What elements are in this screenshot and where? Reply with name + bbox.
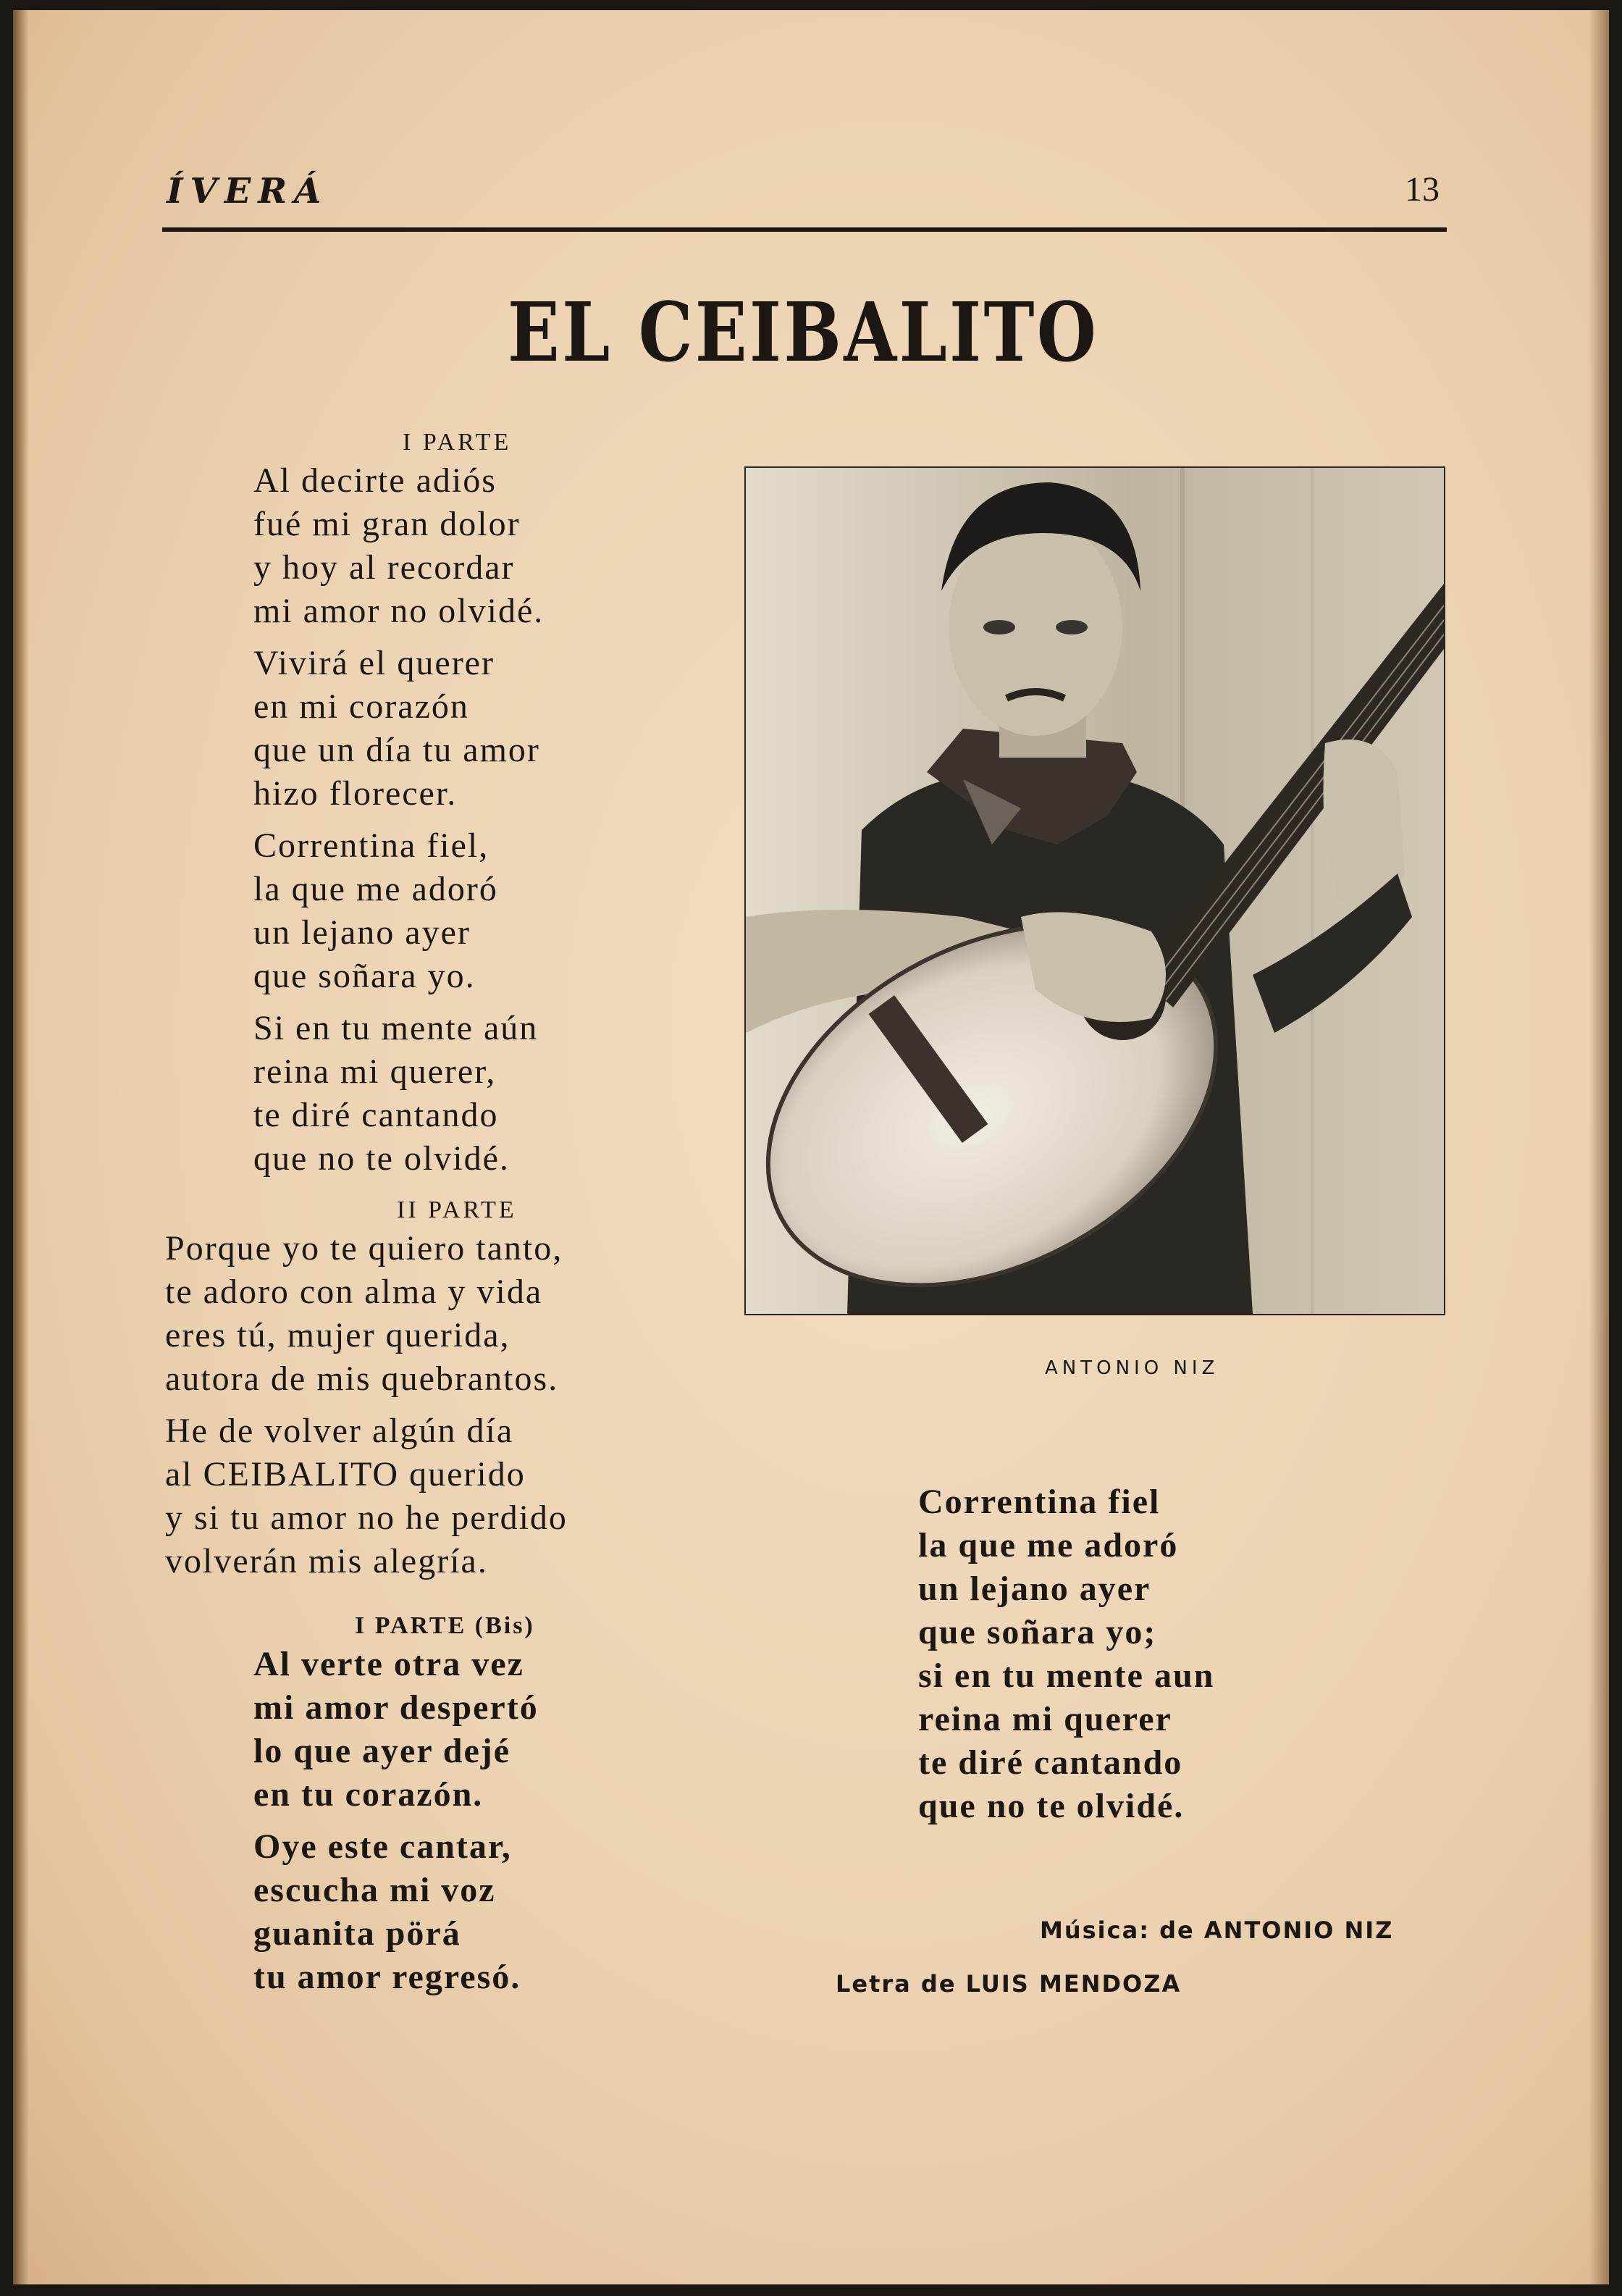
- verse-line: que soñara yo.: [253, 957, 476, 995]
- music-credit: Música: de ANTONIO NIZ: [1040, 1916, 1394, 1944]
- verse-line: Oye este cantar,: [253, 1827, 512, 1866]
- magazine-page: [13, 10, 1609, 2284]
- stanza: [253, 1825, 539, 1999]
- verse-line: que soñara yo;: [918, 1613, 1157, 1651]
- verse-line: te adoro con alma y vida: [165, 1273, 543, 1311]
- verse-line: que no te olvidé.: [918, 1787, 1185, 1825]
- stanza: [253, 824, 544, 998]
- verse-line: hizo florecer.: [253, 774, 458, 813]
- verse-line: Al decirte adiós: [253, 461, 497, 500]
- magazine-title: ÍVERÁ: [167, 171, 329, 211]
- verse-line: mi amor no olvidé.: [253, 592, 545, 630]
- section-heading-1: I PARTE: [403, 429, 512, 456]
- verse-line: Porque yo te quiero tanto,: [165, 1229, 563, 1268]
- verse-line: en mi corazón: [253, 687, 469, 726]
- verse-line: Correntina fiel: [918, 1483, 1161, 1521]
- page-number: 13: [1405, 170, 1440, 209]
- stanza: [165, 1409, 568, 1583]
- verse-line: fué mi gran dolor: [253, 505, 521, 543]
- verse-line: y si tu amor no he perdido: [165, 1499, 568, 1537]
- verse-line: eres tú, mujer querida,: [165, 1316, 510, 1354]
- verse-part-3: [253, 1643, 539, 2008]
- verse-line: al CEIBALITO querido: [165, 1455, 526, 1493]
- stanza: [253, 459, 544, 633]
- header-rule: [162, 227, 1447, 232]
- verse-line: que un día tu amor: [253, 731, 540, 769]
- verse-line: volverán mis alegría.: [165, 1542, 488, 1580]
- page-edge-shadow: [1589, 10, 1609, 2284]
- stanza: [165, 1227, 568, 1401]
- verse-line: si en tu mente aun: [918, 1656, 1215, 1695]
- section-heading-3: I PARTE (Bis): [355, 1612, 535, 1639]
- verse-line: la que me adoró: [253, 870, 498, 908]
- stanza: [253, 1007, 544, 1181]
- verse-line: autora de mis quebrantos.: [165, 1359, 559, 1398]
- photo-caption: ANTONIO NIZ: [1045, 1357, 1219, 1379]
- verse-line: guanita pörá: [253, 1914, 461, 1953]
- verse-line: reina mi querer,: [253, 1052, 497, 1091]
- lyrics-credit: Letra de LUIS MENDOZA: [836, 1970, 1182, 1998]
- verse-line: mi amor despertó: [253, 1688, 539, 1727]
- verse-line: Si en tu mente aún: [253, 1009, 539, 1047]
- stanza: [253, 642, 544, 816]
- right-stanza: [918, 1480, 1214, 1828]
- verse-line: te diré cantando: [253, 1096, 499, 1134]
- verse-line: y hoy al recordar: [253, 548, 515, 587]
- verse-line: reina mi querer: [918, 1700, 1172, 1738]
- guitarist-photo: [744, 466, 1445, 1315]
- verse-line: tu amor regresó.: [253, 1958, 521, 1996]
- verse-line: Vivirá el querer: [253, 644, 495, 682]
- verse-part-2: [165, 1227, 568, 1592]
- verse-line: Al verte otra vez: [253, 1645, 524, 1683]
- verse-line: He de volver algún día: [165, 1412, 514, 1450]
- verse-line: la que me adoró: [918, 1526, 1179, 1564]
- verse-part-1: [253, 459, 544, 1189]
- song-title: EL CEIBALITO: [508, 285, 1099, 380]
- verse-line: Correntina fiel,: [253, 826, 489, 865]
- stanza: [253, 1643, 539, 1817]
- verse-line: lo que ayer dejé: [253, 1732, 511, 1770]
- verse-line: escucha mi voz: [253, 1871, 496, 1909]
- section-heading-2: II PARTE: [397, 1197, 517, 1223]
- verse-line: que no te olvidé.: [253, 1139, 510, 1178]
- verse-line: te diré cantando: [918, 1743, 1183, 1782]
- binding-shadow: [13, 10, 29, 2284]
- verse-line: en tu corazón.: [253, 1775, 484, 1814]
- verse-line: un lejano ayer: [918, 1570, 1151, 1608]
- verse-line: un lejano ayer: [253, 913, 471, 952]
